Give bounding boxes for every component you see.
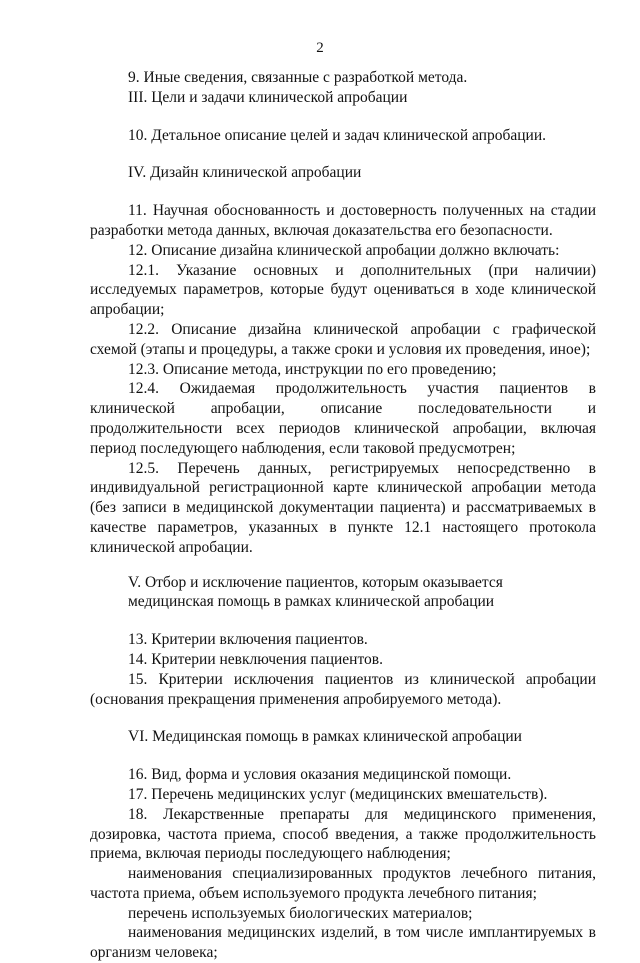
spacer (90, 558, 596, 573)
document-body (90, 68, 596, 963)
item-9: 9. Иные сведения, связанные с разработкой метода. (128, 69, 468, 86)
section-heading-5-line-1: V. Отбор и исключение пациентов, которым оказывается (128, 573, 503, 591)
spacer (90, 108, 596, 126)
item-18-food: наименования специализированных продуктов лечебного питания, частота приема, объем используемого продукта лечебного питания; (90, 865, 596, 902)
section-heading-5-line-2: медицинская помощь в рамках клинической апробации (128, 593, 495, 611)
spacer (90, 612, 596, 630)
section-heading-3: III. Цели и задачи клинической апробации (128, 88, 408, 106)
spacer (90, 709, 596, 727)
spacer (90, 145, 596, 163)
item-18-bio: перечень используемых биологических материалов; (128, 904, 473, 922)
spacer (90, 747, 596, 765)
item-16: 16. Вид, форма и условия оказания медицинской помощи. (128, 766, 512, 784)
item-13: 13. Критерии включения пациентов. (128, 631, 368, 649)
item-12-1: 12.1. Указание основных и дополнительных (при наличии) исследуемых параметров, которые будут оцениваться в ходе клинической апробации; (90, 261, 596, 319)
item-18-devices: наименования медицинских изделий, в том числе имплантируемых в организм человека; (90, 924, 596, 962)
item-12-2: 12.2. Описание дизайна клинической апробации с графической схемой (этапы и процедуры, а также сроки и условия их проведения, иное); (90, 320, 596, 358)
item-17: 17. Перечень медицинских услуг (медицинских вмешательств). (128, 785, 548, 803)
item-12: 12. Описание дизайна клинической апробации должно включать: (128, 241, 560, 259)
spacer (90, 183, 596, 201)
item-12-5: 12.5. Перечень данных, регистрируемых непосредственно в индивидуальной регистрационной карте клинической апробации метода (без записи в медицинской документации пациента) и рассматриваемых в качестве параметров, указанных в пункте 12.1 настоящего протокола клинической апробации. (90, 459, 596, 556)
item-10: 10. Детальное описание целей и задач клинической апробации. (128, 126, 546, 144)
item-14: 14. Критерии невключения пациентов. (128, 650, 383, 668)
item-18: 18. Лекарственные препараты для медицинского применения, дозировка, частота приема, способ введения, а также продолжительность приема, включая периоды последующего наблюдения; (90, 805, 596, 863)
item-12-4: 12.4. Ожидаемая продолжительность участия пациентов в клинической апробации, описание последовательности и продолжительности всех периодов клинической апробации, включая период последующего наблюдения, если таковой предусмотрен; (90, 380, 596, 457)
item-15: 15. Критерии исключения пациентов из клинической апробации (основания прекращения применения апробируемого метода). (90, 670, 596, 708)
item-12-3: 12.3. Описание метода, инструкции по его проведению; (128, 360, 497, 378)
page-number: 2 (316, 40, 324, 56)
section-heading-6: VI. Медицинская помощь в рамках клинической апробации (128, 728, 522, 746)
section-heading-4: IV. Дизайн клинической апробации (128, 164, 362, 182)
item-11: 11. Научная обоснованность и достоверность полученных на стадии разработки метода данных, включая доказательства его безопасности. (90, 202, 596, 239)
